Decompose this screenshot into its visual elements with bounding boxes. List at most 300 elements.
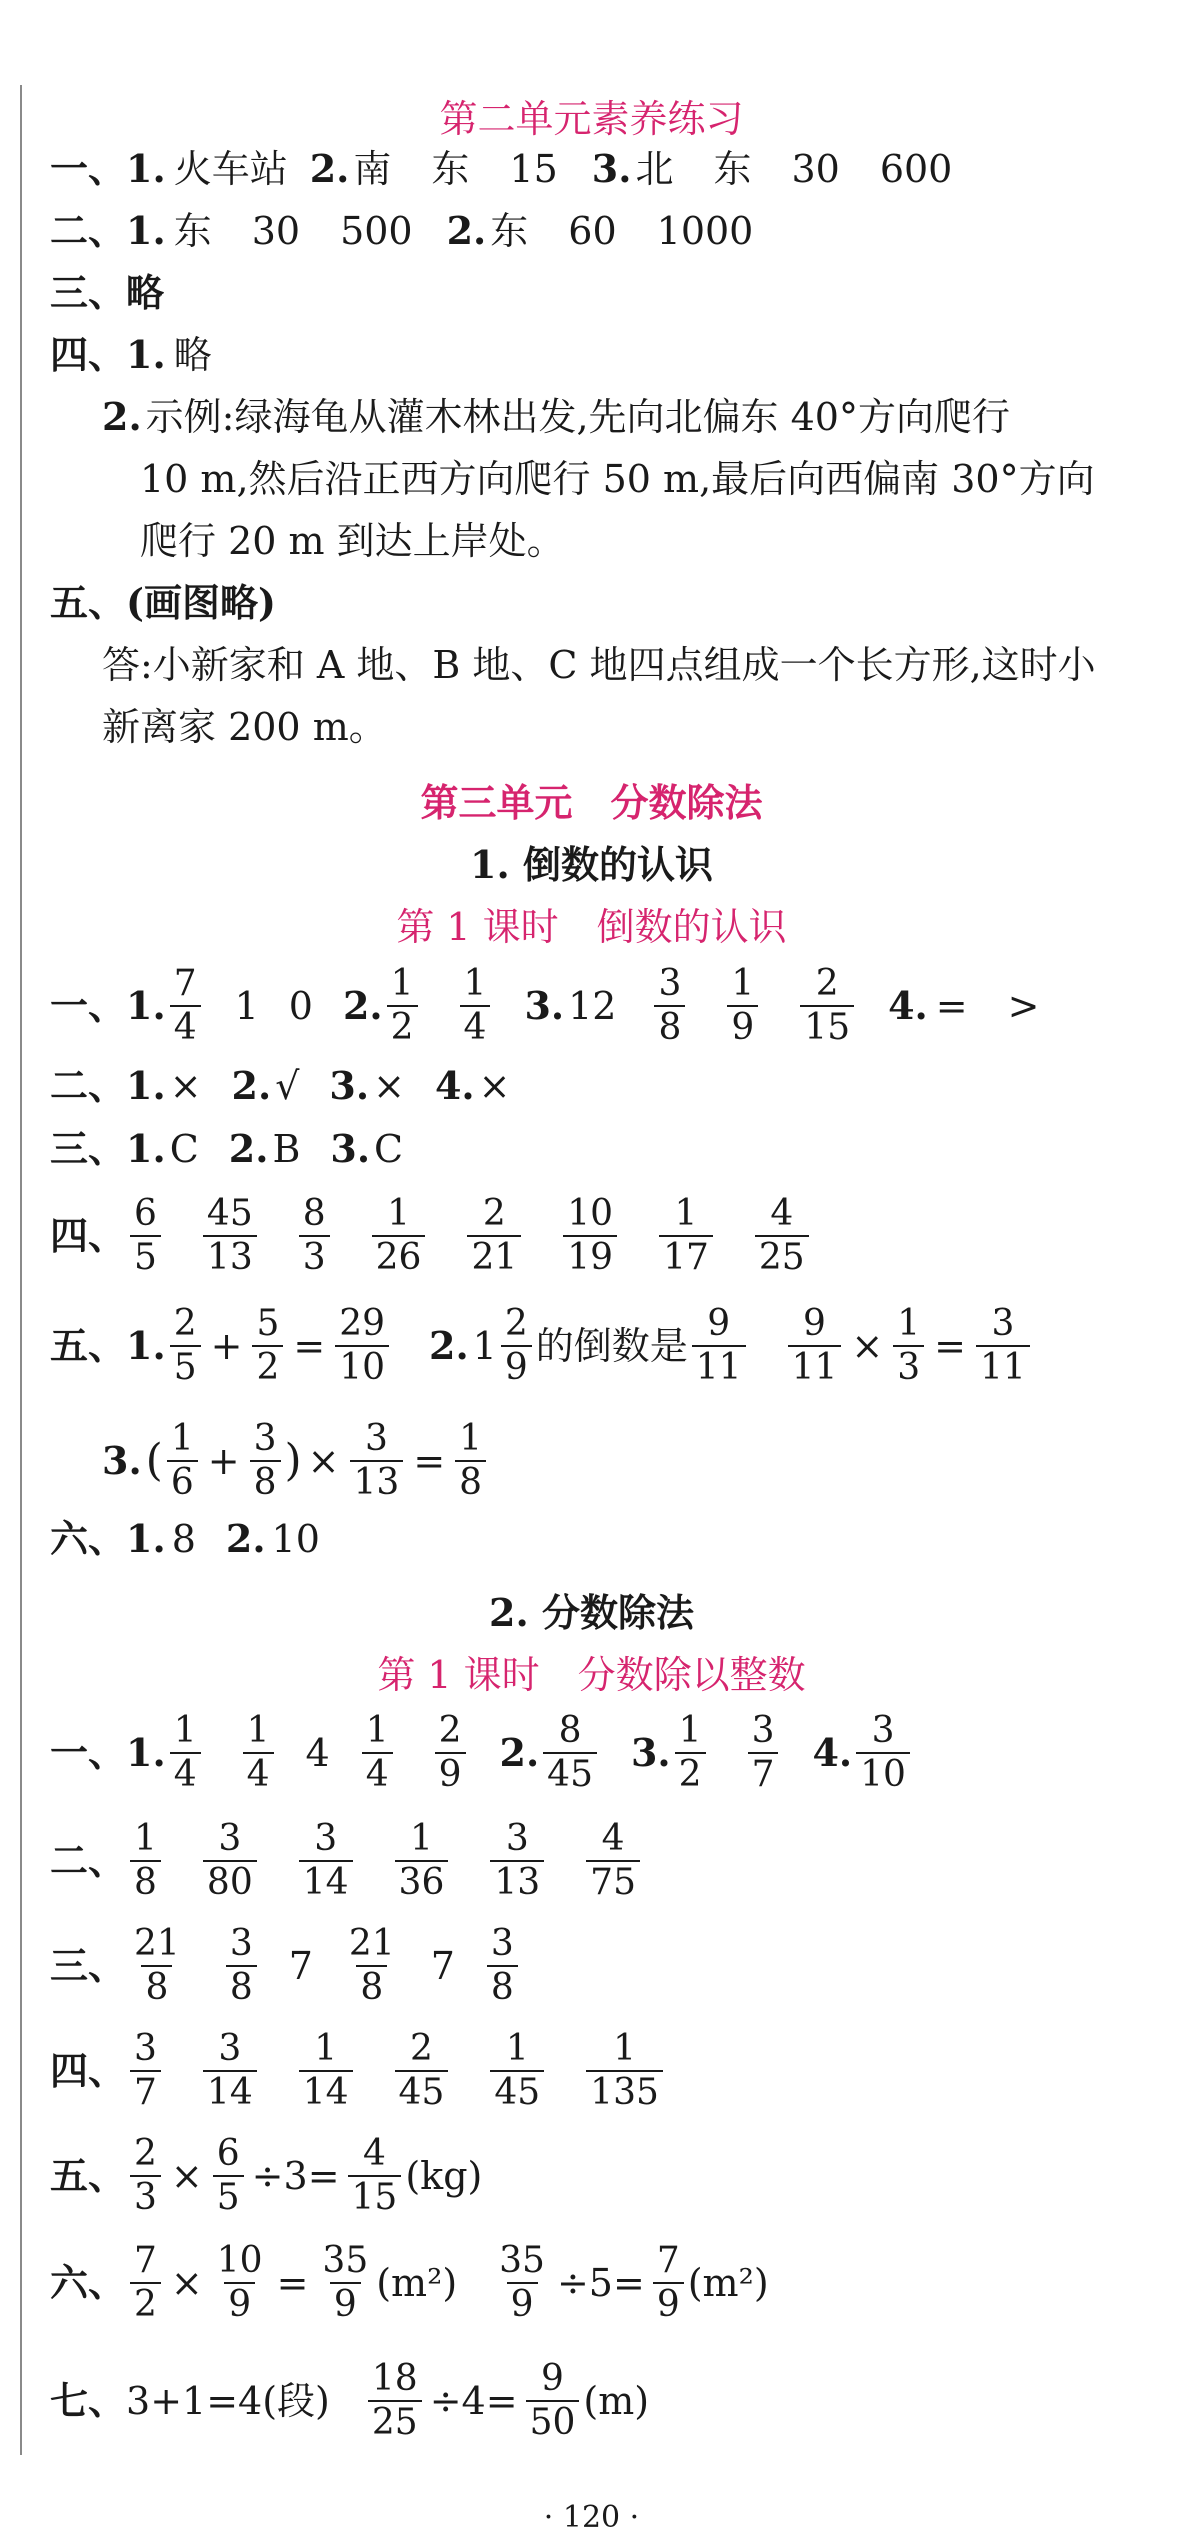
item-num: 3. — [524, 982, 565, 1028]
numerator: 3 — [991, 1303, 1015, 1344]
fraction — [203, 1195, 257, 1277]
numerator: 1 — [731, 963, 755, 1004]
numerator: 2 — [482, 1193, 506, 1234]
q5-row — [50, 1305, 1034, 1387]
denominator: 9 — [435, 1752, 466, 1794]
denominator: 13 — [490, 1860, 544, 1902]
numerator: 3 — [218, 1818, 242, 1859]
p4-row — [50, 2030, 667, 2112]
q-prefix: 二、 — [50, 1063, 127, 1108]
numerator: 1 — [505, 2028, 529, 2069]
item-num: 3. — [102, 1437, 142, 1483]
denominator: 50 — [526, 2400, 580, 2442]
denominator: 2 — [675, 1752, 706, 1794]
fraction — [213, 2242, 267, 2324]
denominator: 8 — [455, 1460, 486, 1502]
denominator: 17 — [659, 1235, 713, 1277]
unit2-line-7b — [102, 705, 387, 749]
item-num: 2. — [342, 982, 383, 1028]
fraction — [692, 1305, 746, 1387]
denominator: 45 — [395, 2070, 449, 2112]
fraction — [170, 965, 201, 1047]
q-prefix: 一、 — [50, 1729, 127, 1775]
numerator: 45 — [206, 1193, 253, 1234]
denominator: 9 — [330, 2282, 361, 2324]
answer: 30 — [251, 209, 301, 253]
numerator: 2 — [815, 963, 839, 1004]
denominator: 9 — [507, 2282, 538, 2324]
item-num: 2. — [309, 146, 350, 191]
denominator: 3 — [893, 1345, 924, 1387]
unit-label: (m²) — [376, 2260, 458, 2305]
item-num: 1. — [126, 1126, 166, 1171]
answer: C — [169, 1127, 199, 1171]
denominator: 25 — [755, 1235, 809, 1277]
denominator: 8 — [250, 1460, 281, 1502]
fraction — [252, 1305, 283, 1387]
denominator: 5 — [130, 1235, 161, 1277]
numerator: 3 — [871, 1710, 895, 1751]
q6-row — [50, 1516, 320, 1561]
q-prefix: 一、 — [50, 982, 127, 1028]
numerator: 18 — [371, 2358, 418, 2399]
whole-number: 1 — [472, 1323, 497, 1368]
fraction — [348, 2135, 402, 2217]
answer: 略 — [173, 333, 212, 377]
fraction — [487, 1925, 518, 2007]
item-num: 1. — [126, 332, 166, 377]
q-prefix: 四、 — [50, 1212, 127, 1258]
fraction — [130, 1195, 161, 1277]
denominator: 11 — [692, 1345, 746, 1387]
q3-row — [50, 1126, 404, 1171]
numerator: 1 — [314, 2028, 338, 2069]
p6-row — [50, 2242, 769, 2324]
item-num: 4. — [812, 1729, 853, 1775]
paragraph-line: 答:小新家和 A 地、B 地、C 地四点组成一个长方形,这时小 — [102, 643, 1096, 687]
fraction — [563, 1195, 617, 1277]
answer: 7 — [430, 1943, 455, 1988]
denominator: 7 — [130, 2070, 161, 2112]
answer: 8 — [171, 1517, 196, 1561]
q2-row — [50, 1063, 511, 1108]
numerator: 6 — [216, 2133, 240, 2174]
item-num: 1. — [126, 1516, 166, 1561]
item-num: 1. — [126, 146, 166, 191]
denominator: 4 — [243, 1752, 274, 1794]
numerator: 2 — [410, 2028, 433, 2069]
denominator: 5 — [170, 1345, 201, 1387]
numerator: 2 — [134, 2133, 157, 2174]
numerator: 21 — [134, 1923, 180, 1964]
unit2-line-6 — [50, 580, 276, 625]
fraction — [243, 1712, 274, 1794]
fraction — [501, 1305, 532, 1387]
fraction — [653, 2242, 684, 2324]
answer: C — [374, 1127, 404, 1171]
fraction — [675, 1712, 706, 1794]
denominator: 8 — [226, 1965, 257, 2007]
numerator: 1 — [463, 963, 487, 1004]
answer: 12 — [568, 983, 617, 1028]
denominator: 4 — [170, 1752, 201, 1794]
denominator: 15 — [348, 2175, 402, 2217]
denominator: 80 — [203, 1860, 257, 1902]
operator: ÷3= — [251, 2153, 340, 2198]
unit3-title: 第三单元 分数除法 — [420, 780, 763, 825]
denominator: 4 — [362, 1752, 393, 1794]
fraction — [130, 2135, 161, 2217]
fraction — [130, 2242, 161, 2324]
denominator: 14 — [299, 1860, 353, 1902]
fraction — [362, 1712, 393, 1794]
denominator: 75 — [586, 1860, 640, 1902]
item-num: 4. — [434, 1063, 475, 1108]
p5-row — [50, 2135, 482, 2217]
denominator: 3 — [130, 2175, 161, 2217]
lesson-1-title: 第 1 课时 倒数的认识 — [396, 905, 787, 949]
denominator: 14 — [299, 2070, 353, 2112]
denominator: 5 — [213, 2175, 244, 2217]
operator: ÷4= — [429, 2378, 518, 2423]
denominator: 8 — [654, 1005, 685, 1047]
denominator: 2 — [387, 1005, 418, 1047]
denominator: 36 — [395, 1860, 449, 1902]
answer: 火车站 — [173, 147, 288, 191]
fraction — [435, 1712, 466, 1794]
answer: × — [478, 1064, 511, 1108]
denominator: 9 — [653, 2282, 684, 2324]
fraction — [856, 1712, 910, 1794]
fraction — [372, 1195, 426, 1277]
paren-right: ) — [284, 1434, 302, 1486]
numerator: 10 — [567, 1193, 614, 1234]
answer: 60 — [568, 209, 617, 253]
fraction — [170, 1305, 201, 1387]
unit2-line-5b — [140, 457, 1095, 501]
item-num: 3. — [330, 1126, 371, 1171]
phrase: 的倒数是 — [535, 1323, 688, 1368]
denominator: 9 — [224, 2282, 255, 2324]
unit2-title: 第二单元素养练习 — [439, 97, 744, 141]
denominator: 3 — [299, 1235, 330, 1277]
operator: = — [934, 1323, 966, 1368]
denominator: 2 — [130, 2282, 161, 2324]
denominator: 26 — [372, 1235, 426, 1277]
answer: √ — [275, 1064, 300, 1108]
numerator: 1 — [173, 1710, 197, 1751]
p2-row — [50, 1820, 644, 1902]
fraction — [727, 965, 758, 1047]
numerator: 7 — [173, 963, 197, 1004]
numerator: 2 — [504, 1303, 528, 1344]
operator: × — [170, 2153, 203, 2198]
fraction — [368, 2360, 422, 2442]
numerator: 3 — [490, 1923, 514, 1964]
q-prefix: 二、 — [50, 1837, 127, 1883]
operator: = — [293, 1323, 326, 1368]
denominator: 10 — [335, 1345, 389, 1387]
answer: 南 — [353, 147, 392, 191]
answer: 10 — [271, 1517, 320, 1561]
answer: B — [272, 1127, 301, 1171]
fraction — [299, 1195, 330, 1277]
numerator: 1 — [897, 1303, 921, 1344]
numerator: 4 — [601, 1818, 625, 1859]
denominator: 21 — [467, 1235, 521, 1277]
answer: 600 — [879, 147, 953, 191]
denominator: 11 — [976, 1345, 1030, 1387]
numerator: 9 — [707, 1303, 731, 1344]
fraction — [586, 2030, 663, 2112]
numerator: 6 — [134, 1193, 157, 1234]
fraction — [800, 965, 854, 1047]
operator: × — [170, 2260, 203, 2305]
answer: 7 — [288, 1943, 313, 1988]
fraction — [170, 1712, 201, 1794]
answer: 北 — [635, 147, 674, 191]
denominator: 11 — [788, 1345, 842, 1387]
denominator: 7 — [748, 1752, 779, 1794]
numerator: 1 — [674, 1193, 698, 1234]
unit2-line-2 — [50, 208, 754, 253]
answer: 4 — [305, 1730, 330, 1775]
q-prefix: 三、 — [50, 1942, 127, 1988]
answer: 东 — [173, 209, 212, 253]
fraction — [455, 1420, 486, 1502]
numerator: 2 — [438, 1710, 462, 1751]
answer: 0 — [288, 983, 313, 1028]
numerator: 7 — [656, 2240, 680, 2281]
line-text: 五、(画图略) — [50, 580, 276, 625]
item-num: 1. — [126, 208, 166, 253]
numerator: 9 — [541, 2358, 564, 2399]
denominator: 13 — [203, 1235, 257, 1277]
denominator: 8 — [487, 1965, 518, 2007]
answer: 30 — [791, 147, 840, 191]
fraction — [167, 1420, 198, 1502]
item-num: 3. — [630, 1729, 671, 1775]
denominator: 8 — [130, 1860, 161, 1902]
fraction — [526, 2360, 580, 2442]
numerator: 3 — [751, 1710, 775, 1751]
numerator: 5 — [256, 1303, 280, 1344]
numerator: 1 — [459, 1418, 483, 1459]
denominator: 2 — [252, 1345, 283, 1387]
item-num: 2. — [429, 1322, 469, 1368]
q-prefix: 五、 — [50, 2152, 127, 2198]
q-prefix: 四、 — [50, 332, 127, 377]
numerator: 1 — [365, 1710, 389, 1751]
unit-label: (m) — [583, 2378, 650, 2423]
fraction — [345, 1925, 399, 2007]
fraction — [495, 2242, 549, 2324]
q-prefix: 三、 — [50, 1126, 127, 1171]
fraction — [299, 2030, 353, 2112]
numerator: 29 — [339, 1303, 385, 1344]
fraction — [350, 1420, 404, 1502]
answer: = — [935, 983, 968, 1028]
denominator: 45 — [490, 2070, 544, 2112]
fraction — [490, 2030, 544, 2112]
fraction — [467, 1195, 521, 1277]
answer: 500 — [340, 209, 413, 253]
item-num: 1. — [126, 1729, 166, 1775]
fraction — [395, 2030, 449, 2112]
numerator: 2 — [173, 1303, 197, 1344]
numerator: 1 — [246, 1710, 270, 1751]
numerator: 1 — [410, 1818, 433, 1859]
answer: 15 — [509, 147, 558, 191]
numerator: 8 — [302, 1193, 326, 1234]
fraction — [335, 1305, 389, 1387]
denominator: 6 — [167, 1460, 198, 1502]
unit-label: (kg) — [405, 2153, 483, 2198]
denominator: 13 — [350, 1460, 404, 1502]
item-num: 3. — [329, 1063, 370, 1108]
operator: × — [307, 1438, 340, 1483]
item-num: 1. — [126, 982, 166, 1028]
fraction — [586, 1820, 640, 1902]
fraction — [543, 1712, 597, 1794]
paragraph-line: 新离家 200 m。 — [102, 705, 387, 749]
denominator: 15 — [800, 1005, 854, 1047]
item-num: 3. — [591, 146, 632, 191]
p7-row — [50, 2360, 649, 2442]
paragraph-line: 示例:绿海龟从灌木林出发,先向北偏东 40°方向爬行 — [145, 395, 1010, 439]
numerator: 3 — [364, 1418, 388, 1459]
fraction — [203, 2030, 257, 2112]
q-prefix: 六、 — [50, 1516, 127, 1561]
numerator: 1 — [387, 1193, 410, 1234]
fraction — [460, 965, 491, 1047]
numerator: 3 — [229, 1923, 253, 1964]
unit2-line-3 — [50, 270, 165, 315]
operator: + — [210, 1323, 243, 1368]
item-num: 2. — [499, 1729, 540, 1775]
item-num: 2. — [446, 208, 487, 253]
item-num: 2. — [228, 1126, 269, 1171]
numerator: 1 — [613, 2028, 636, 2069]
fraction — [976, 1305, 1030, 1387]
q-prefix: 一、 — [50, 146, 127, 191]
item-num: 2. — [102, 394, 142, 439]
fraction — [130, 1925, 184, 2007]
section-1-title: 1. 倒数的认识 — [470, 842, 713, 887]
item-num: 2. — [231, 1063, 272, 1108]
fraction — [318, 2242, 372, 2324]
fraction — [893, 1305, 924, 1387]
fraction — [203, 1820, 257, 1902]
q-prefix: 七、 — [50, 2377, 127, 2423]
paragraph-line: 爬行 20 m 到达上岸处。 — [140, 519, 565, 563]
answer: 东 — [431, 147, 470, 191]
denominator: 45 — [543, 1752, 597, 1794]
item-num: 1. — [126, 1322, 166, 1368]
denominator: 9 — [501, 1345, 532, 1387]
line-text: 三、略 — [50, 270, 165, 315]
numerator: 9 — [803, 1303, 826, 1344]
numerator: 35 — [499, 2240, 545, 2281]
numerator: 1 — [170, 1418, 194, 1459]
answer: × — [169, 1064, 202, 1108]
paragraph-line: 10 m,然后沿正西方向爬行 50 m,最后向西偏南 30°方向 — [140, 457, 1095, 501]
p3-row — [50, 1925, 522, 2007]
numerator: 3 — [658, 963, 682, 1004]
q4-row — [50, 1195, 813, 1277]
numerator: 3 — [134, 2028, 157, 2069]
fraction — [395, 1820, 449, 1902]
denominator: 135 — [586, 2070, 663, 2112]
numerator: 35 — [322, 2240, 369, 2281]
q1-row — [50, 965, 1039, 1047]
fraction — [387, 965, 418, 1047]
unit2-line-7a — [102, 643, 1096, 687]
fraction — [213, 2135, 244, 2217]
page-number: · 120 · — [543, 2500, 640, 2535]
unit2-line-5a — [102, 394, 1010, 439]
answer: 1000 — [656, 209, 754, 253]
operator: = — [276, 2260, 309, 2305]
q-prefix: 五、 — [50, 1322, 127, 1368]
item-num: 2. — [225, 1516, 266, 1561]
answer: × — [373, 1064, 405, 1108]
numerator: 10 — [216, 2240, 263, 2281]
paren-left: ( — [145, 1434, 163, 1486]
numerator: 1 — [134, 1818, 157, 1859]
denominator: 8 — [356, 1965, 387, 2007]
answer: 东 — [713, 147, 752, 191]
denominator: 10 — [856, 1752, 910, 1794]
lesson-2-title: 第 1 课时 分数除以整数 — [377, 1653, 806, 1697]
answer: 1 — [234, 983, 259, 1028]
numerator: 1 — [678, 1710, 702, 1751]
q-prefix: 六、 — [50, 2259, 127, 2305]
operator: + — [207, 1438, 240, 1483]
margin-line — [20, 85, 22, 2455]
fraction — [490, 1820, 544, 1902]
numerator: 21 — [348, 1923, 395, 1964]
fraction — [748, 1712, 779, 1794]
unit-label: (m²) — [687, 2260, 769, 2305]
numerator: 4 — [362, 2133, 386, 2174]
section-2-title: 2. 分数除法 — [489, 1590, 694, 1635]
denominator: 14 — [203, 2070, 257, 2112]
denominator: 25 — [368, 2400, 422, 2442]
numerator: 3 — [314, 1818, 338, 1859]
q-prefix: 四、 — [50, 2047, 127, 2093]
item-num: 4. — [888, 982, 928, 1028]
numerator: 3 — [253, 1418, 277, 1459]
equation-text: 3+1=4(段) — [126, 2378, 330, 2423]
denominator: 4 — [460, 1005, 491, 1047]
numerator: 8 — [558, 1710, 582, 1751]
unit2-line-1 — [50, 146, 953, 191]
answer: 东 — [490, 209, 529, 253]
fraction — [130, 2030, 161, 2112]
fraction — [788, 1305, 842, 1387]
denominator: 8 — [141, 1965, 172, 2007]
fraction — [659, 1195, 713, 1277]
numerator: 4 — [770, 1193, 794, 1234]
operator: × — [851, 1323, 884, 1368]
numerator: 7 — [134, 2240, 157, 2281]
denominator: 4 — [170, 1005, 201, 1047]
operator: = — [413, 1438, 446, 1483]
denominator: 9 — [727, 1005, 758, 1047]
unit2-line-5c — [140, 519, 565, 563]
denominator: 19 — [563, 1235, 617, 1277]
